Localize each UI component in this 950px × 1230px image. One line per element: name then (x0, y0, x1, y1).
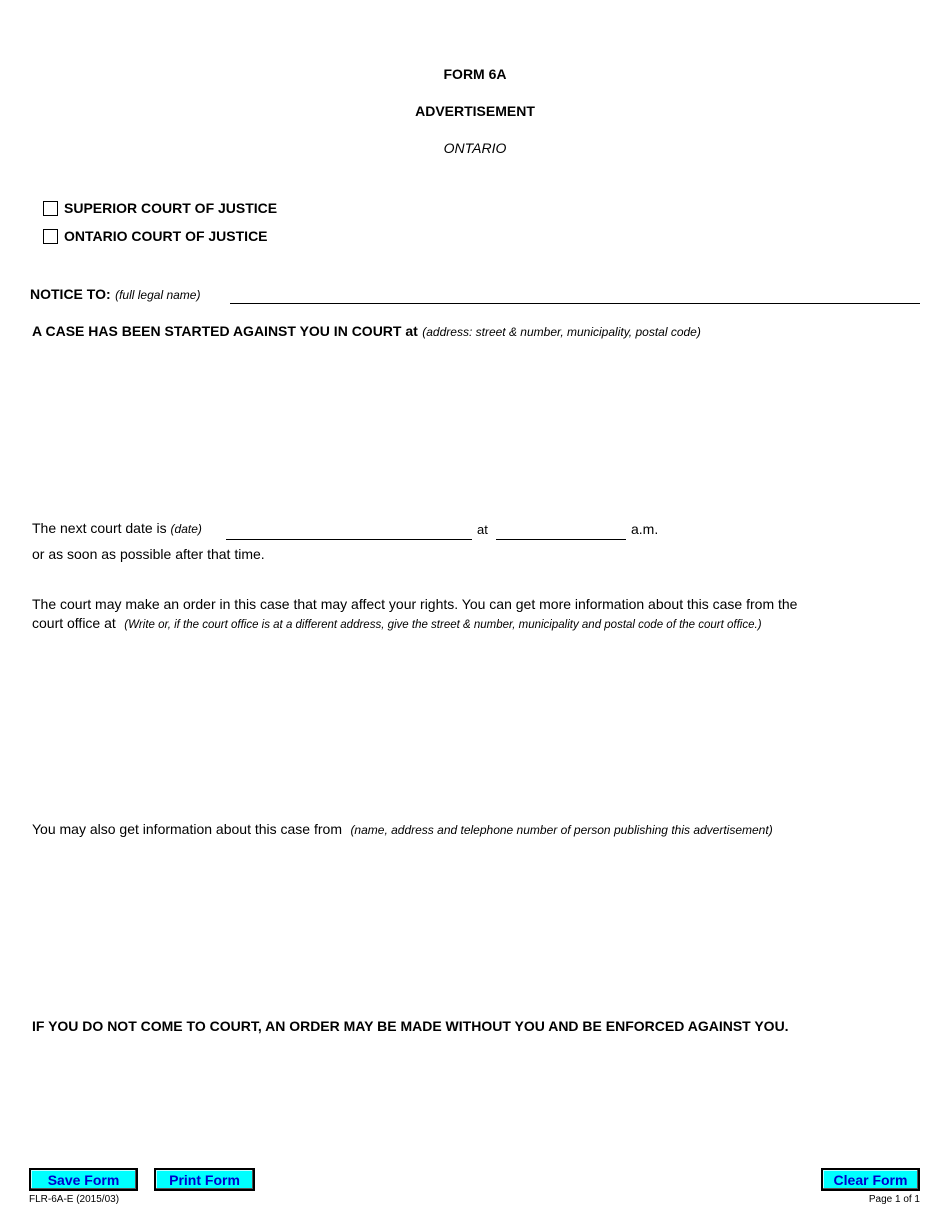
form-number: FORM 6A (443, 66, 507, 82)
case-started-row (32, 323, 701, 341)
form-code: FLR-6A-E (2015/03) (29, 1194, 120, 1205)
clear-form-button[interactable]: Clear Form (821, 1168, 920, 1191)
court-time-input[interactable] (496, 521, 626, 540)
notice-to-hint: (full legal name) (115, 288, 201, 302)
court-office-hint: (Write or, if the court office is at a different address, give the street & number, municipality and postal code of the court office.) (124, 619, 762, 631)
notice-to-input[interactable] (230, 285, 920, 304)
publisher-textarea[interactable] (32, 842, 924, 1006)
case-started-hint: (address: street & number, municipality, postal code) (422, 325, 701, 339)
publisher-lead: You may also get information about this case from (32, 821, 342, 837)
print-form-button[interactable]: Print Form (154, 1168, 255, 1191)
court-option-superior (43, 200, 277, 216)
court-date-lead: The next court date is (32, 520, 167, 536)
save-form-button[interactable]: Save Form (29, 1168, 138, 1191)
court-date-input[interactable] (226, 521, 472, 540)
jurisdiction: ONTARIO (443, 140, 507, 156)
court-option-ontario (43, 228, 268, 244)
court-office-row (32, 615, 762, 633)
court-date-trailing: or as soon as possible after that time. (32, 546, 265, 562)
superior-court-label: SUPERIOR COURT OF JUSTICE (64, 200, 278, 216)
court-address-textarea[interactable] (32, 344, 924, 508)
court-date-hint: (date) (170, 522, 202, 536)
court-office-text: The court may make an order in this case that may affect your rights. You can get more information about this case from the (32, 596, 798, 612)
court-date-lead-row (32, 520, 202, 536)
superior-court-checkbox[interactable] (43, 201, 58, 216)
ontario-court-label: ONTARIO COURT OF JUSTICE (64, 228, 268, 244)
court-office-lead: court office at (32, 615, 116, 631)
court-date-at-label: at (477, 522, 488, 537)
publisher-row (32, 821, 773, 839)
court-office-textarea[interactable] (32, 636, 924, 810)
warning-text: IF YOU DO NOT COME TO COURT, AN ORDER MAY BE MADE WITHOUT YOU AND BE ENFORCED AGAINST YOU. (32, 1018, 789, 1034)
page-number: Page 1 of 1 (868, 1194, 920, 1205)
case-started-label: A CASE HAS BEEN STARTED AGAINST YOU IN COURT at (32, 323, 418, 339)
publisher-hint: (name, address and telephone number of person publishing this advertisement) (350, 823, 773, 837)
court-time-ampm: a.m. (631, 521, 659, 537)
ontario-court-checkbox[interactable] (43, 229, 58, 244)
form-title: ADVERTISEMENT (415, 103, 535, 119)
notice-to-row (30, 286, 200, 304)
notice-to-label: NOTICE TO: (30, 286, 111, 302)
